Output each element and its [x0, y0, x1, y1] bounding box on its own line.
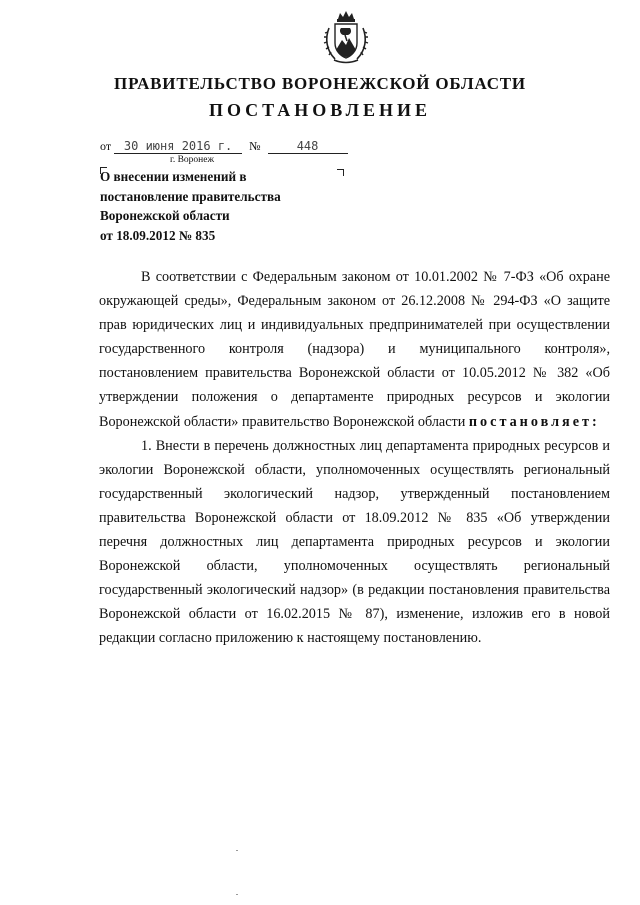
organization-name: ПРАВИТЕЛЬСТВО ВОРОНЕЖСКОЙ ОБЛАСТИ — [114, 74, 526, 93]
coat-of-arms-icon — [322, 10, 370, 65]
decree-word: постановляет: — [468, 413, 600, 430]
subject-line: постановление правительства — [100, 188, 281, 204]
document-subject — [100, 167, 360, 245]
document-date: 30 июня 2016 г. — [114, 140, 242, 154]
subject-line: Воронежской области — [100, 208, 230, 223]
preamble-text: В соответствии с Федеральным законом от 10.01.2002 № 7-ФЗ «Об охране окружающей среды», Федеральным законом от 26.12.2008 № 294-ФЗ «О защите прав юридических лиц и индивидуальных предпринимателей при осуществлении государственного контроля (надзора) и муниципального контроля», постановлением правительства Воронежской области от 10.05.2012 № 382 «Об утверждении положения о департаменте природных ресурсов и экологии Воронежской области» правительство Воронежской области — [99, 269, 610, 430]
scan-speck — [236, 894, 238, 895]
scan-speck — [236, 850, 238, 851]
preamble-paragraph — [99, 265, 610, 434]
subject-line: О внесении изменений в — [100, 169, 247, 184]
number-prefix: № — [249, 139, 261, 153]
subject-line: от 18.09.2012 № 835 — [100, 227, 216, 243]
city-label: г. Воронеж — [170, 155, 215, 165]
document-number: 448 — [268, 140, 348, 154]
document-type: ПОСТАНОВЛЕНИЕ — [208, 100, 432, 120]
date-prefix: от — [100, 139, 112, 153]
document-body — [99, 265, 610, 651]
date-number-line — [100, 139, 348, 154]
item-1-paragraph: 1. Внести в перечень должностных лиц департамента природных ресурсов и экологии Воронежской области, уполномоченных осуществлять региональный государственный экологический надзор, утвержденный постановлением правительства Воронежской области от 18.09.2012 № 835 «Об утверждении перечня должностных лиц департамента природных ресурсов и экологии Воронежской области, уполномоченных осуществлять региональный государственный экологический надзор» (в редакции постановления правительства Воронежской области от 16.02.2015 № 87), изменение, изложив его в новой редакции согласно приложению к настоящему постановлению. — [99, 437, 610, 647]
